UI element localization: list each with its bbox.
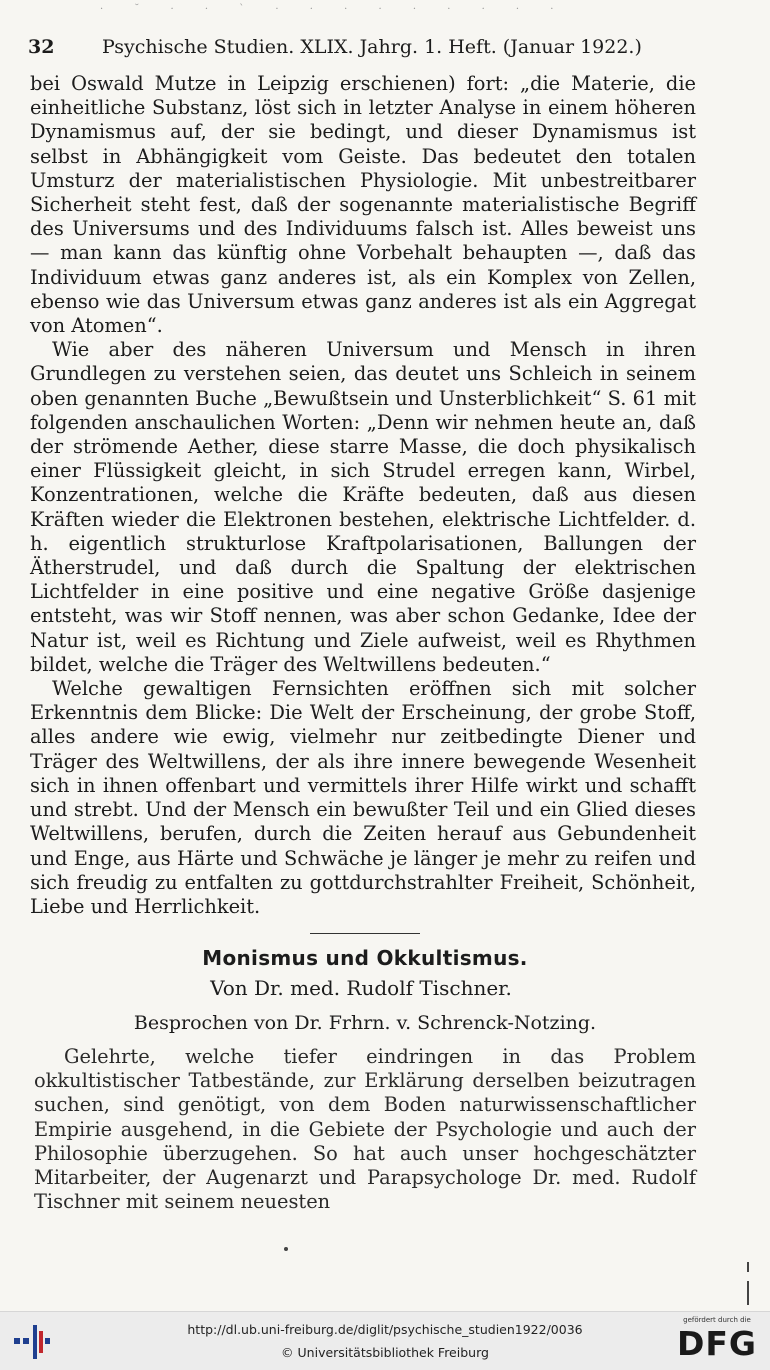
- article-author: Von Dr. med. Rudolf Tischner.: [210, 976, 512, 1000]
- paragraph: bei Oswald Mutze in Leipzig erschienen) fort: „die Materie, die einheitliche Substanz, löst sich in letzter Analyse in einem höheren Dynamismus auf, der sie bedingt, und dieser Dynamismus ist selbst in Abhängigkeit vom Geiste. Das bedeutet den totalen Umsturz der materialistischen Physiologie. Mit unbestreitbarer Sicherheit steht fest, daß der sogenannte materialistische Begriff des Universums und des Individuums falsch ist. Alles beweist uns — man kann das künftig ohne Vorbehalt behaupten —, daß das Individuum etwas ganz anderes ist, als ein Komplex von Zellen, ebenso wie das Universum etwas ganz anderes ist als ein Aggregat von Atomen“.: [30, 72, 696, 338]
- running-title: Psychische Studien. XLIX. Jahrg. 1. Heft. (Januar 1922.): [102, 36, 642, 58]
- article-reviewer: Besprochen von Dr. Frhrn. v. Schrenck-Notzing.: [133, 1012, 597, 1034]
- running-header: [28, 36, 718, 66]
- page-number: 32: [28, 36, 55, 58]
- review-text: [34, 1045, 696, 1214]
- scan-margin-specks: · ˘ · · ` · · · · · · · · ·: [100, 4, 568, 15]
- paragraph: Wie aber des näheren Universum und Mensch in ihren Grundlegen zu verstehen seien, das deutet uns Schleich in seinem oben genannten Buche „Bewußtsein und Unsterblichkeit“ S. 61 mit folgenden anschaulichen Worten: „Denn wir nehmen heute an, daß der strömende Aether, diese starre Masse, die doch physikalisch einer Flüssigkeit gleicht, in sich Strudel erregen kann, Wirbel, Konzentrationen, welche die Kräfte bedeuten, daß aus diesen Kräften wieder die Elektronen bestehen, elektrische Lichtfelder. d. h. eigentlich strukturlose Kraftpolarisationen, Ballungen der Ätherstrudel, und daß durch die Spaltung der elektrischen Lichtfelder in eine positive und eine negative Größe dasjenige entsteht, was wir Stoff nennen, was aber schon Gedanke, Idee der Natur ist, weil es Richtung und Ziele aufweist, weil es Rhythmen bildet, welche die Träger des Weltwillens bedeuten.“: [30, 338, 696, 676]
- paragraph: Gelehrte, welche tiefer eindringen in das Problem okkultistischer Tatbestände, zur Erklärung derselben beizutragen suchen, sind genötigt, von dem Boden naturwissenschaftlicher Empirie ausgehend, in die Gebiete der Psychologie und auch der Philosophie überzugehen. So hat auch unser hochgeschätzter Mitarbeiter, der Augenarzt und Parapsychologe Dr. med. Rudolf Tischner mit seinem neuesten: [34, 1045, 696, 1214]
- dfg-wordmark: DFG: [676, 1324, 758, 1363]
- sponsor-tagline: gefördert durch die: [683, 1316, 751, 1324]
- scan-margin-mark: [747, 1262, 749, 1272]
- body-text: [30, 72, 696, 919]
- article-title: Monismus und Okkultismus.: [202, 946, 528, 970]
- permalink-url[interactable]: http://dl.ub.uni-freiburg.de/diglit/psychische_studien1922/0036: [187, 1322, 583, 1337]
- dfg-logo: [674, 1316, 760, 1366]
- scan-speck: [284, 1247, 288, 1251]
- copyright-notice: © Universitätsbibliothek Freiburg: [281, 1345, 489, 1360]
- section-divider: [310, 933, 420, 934]
- scan-margin-mark: [747, 1281, 749, 1305]
- viewer-footer: [0, 1311, 770, 1370]
- paragraph: Welche gewaltigen Fernsichten eröffnen sich mit solcher Erkenntnis dem Blicke: Die Welt der Erscheinung, der grobe Stoff, alles andere wie ewig, vielmehr nur zeitbedingte Diener und Träger des Weltwillens, der als ihre innere bewegende Wesenheit sich in ihnen offenbart und vermittels ihrer Hilfe wirkt und schafft und strebt. Und der Mensch ein bewußter Teil und ein Glied dieses Weltwillens, berufen, durch die Zeiten herauf aus Gebundenheit und Enge, aus Härte und Schwäche je länger je mehr zu reifen und sich freudig zu entfalten zu gottdurchstrahlter Freiheit, Schönheit, Liebe und Herrlichkeit.: [30, 677, 696, 918]
